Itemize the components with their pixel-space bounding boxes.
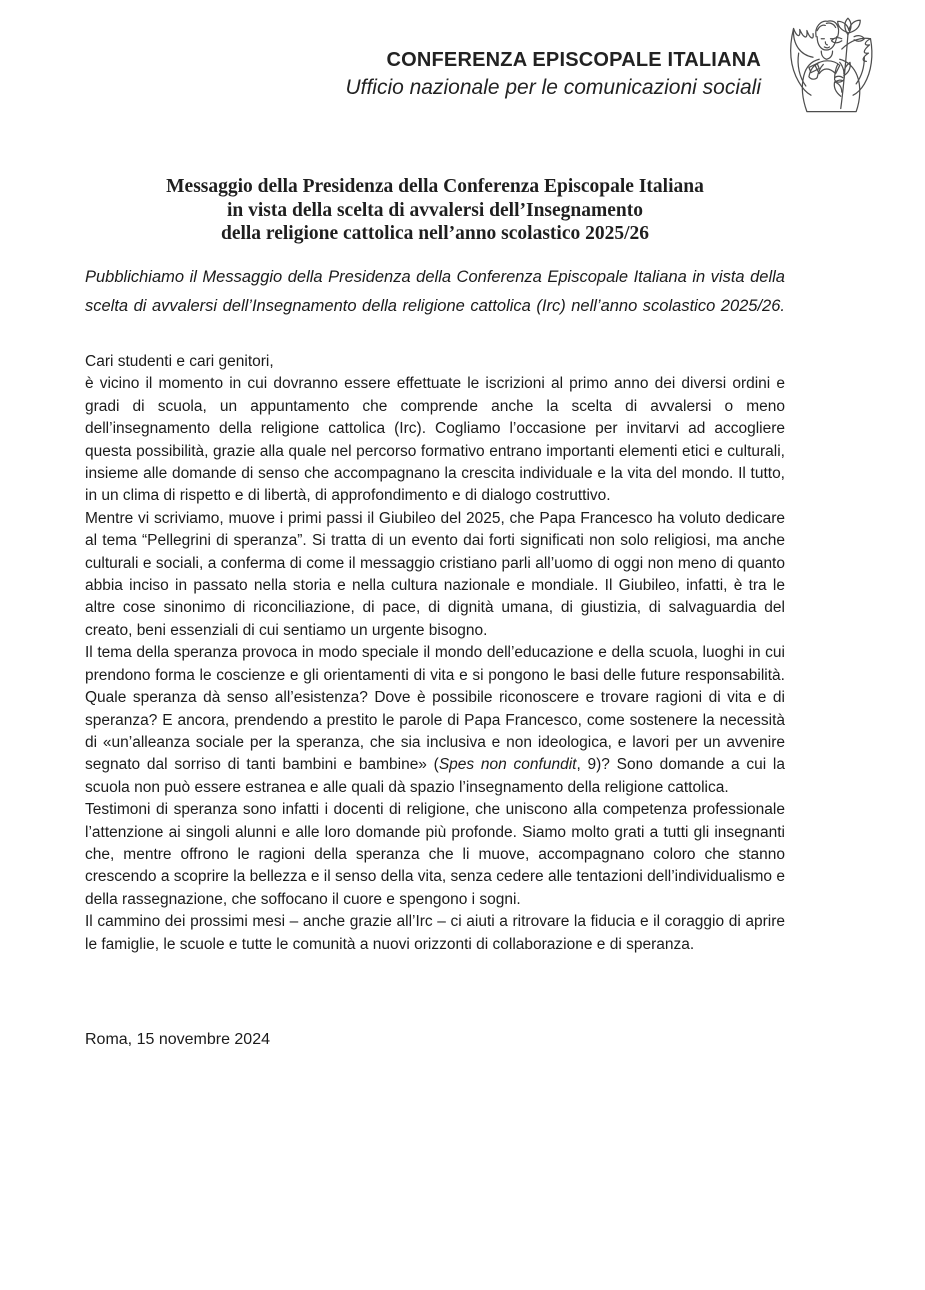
letter-paragraphs: [85, 373, 785, 956]
angel-with-lily-logo: [772, 14, 890, 122]
paragraph-text: Il cammino dei prossimi mesi – anche grazie all’Irc – ci aiuti a ritrovare la fiducia e il coraggio di aprire le famiglie, le scuole e tutte le comunità a nuovi orizzonti di collaborazione e di speranza.: [85, 913, 785, 953]
dateline: Roma, 15 novembre 2024: [85, 1031, 270, 1048]
intro-paragraph: Pubblichiamo il Messaggio della Presidenza della Conferenza Episcopale Italiana in vista della scelta di avvalersi dell’Insegnamento della religione cattolica (Irc) nell’anno scolastico 2025/26.: [85, 268, 785, 315]
paragraph-text: Mentre vi scriviamo, muove i primi passi il Giubileo del 2025, che Papa Francesco ha voluto dedicare al tema “Pellegrini di speranza”. Si tratta di un evento dai forti significati non solo religiosi, ma anche culturali e sociali, a conferma di come il messaggio cristiano parli all’uomo di oggi non meno di quanto abbia inciso in passato nella storia e nella cultura nazionale e mondiale. Il Giubileo, infatti, è tra le altre cose sinonimo di riconciliazione, di pace, di dignità umana, di giustizia, di salvaguardia del creato, beni essenziali di cui sentiamo un urgente bisogno.: [85, 509, 785, 639]
organization-name: CONFERENZA EPISCOPALE ITALIANA: [386, 49, 761, 71]
document-title: [85, 175, 785, 246]
salutation: Cari studenti e cari genitori,: [85, 353, 274, 370]
letter-paragraph: [85, 799, 785, 911]
letter-body: [85, 351, 785, 956]
letter-paragraph: [85, 373, 785, 507]
title-line-3: della religione cattolica nell’anno scolastico 2025/26: [220, 223, 650, 244]
paragraph-text: Testimoni di speranza sono infatti i docenti di religione, che uniscono alla competenza professionale l’attenzione ai singoli alunni e alle loro domande più profonde. Siamo molto grati a tutti gli insegnanti che, mentre offrono le ragioni della speranza che li muove, accompagnano coloro che stanno crescendo a scoprire la bellezza e il senso della vita, senza cedere alle tentazioni dell’individualismo e della rassegnazione, che soffocano il cuore e spengono i sogni.: [85, 801, 785, 908]
title-line-2: in vista della scelta di avvalersi dell’Insegnamento: [227, 199, 643, 221]
letterhead: [85, 48, 761, 101]
office-name: Ufficio nazionale per le comunicazioni sociali: [345, 76, 761, 99]
letter-paragraph: [85, 642, 785, 799]
italic-citation: Spes non confundit: [438, 756, 577, 774]
title-line-1: Messaggio della Presidenza della Conferenza Episcopale Italiana: [166, 176, 704, 197]
angel-with-lily-icon: [772, 14, 890, 122]
paragraph-text: Il tema della speranza provoca in modo speciale il mondo dell’educazione e della scuola, luoghi in cui prendono forma le coscienze e gli orientamenti di vita e si pongono le basi delle future responsabilità. Quale speranza dà senso all’esistenza? Dove è possibile riconoscere e trovare ragioni di vita e di speranza? E ancora, prendendo a prestito le parole di Papa Francesco, come sostenere la necessità di «un’alleanza sociale per la speranza, che sia inclusiva e non ideologica, e lavori per un avvenire segnato dal sorriso di tanti bambini e bambine» (: [85, 644, 785, 774]
paragraph-text: , 9)? Sono domande a cui la scuola non può essere estranea e alle quali dà spazio l’insegnamento della religione cattolica.: [85, 756, 785, 796]
letter-paragraph: [85, 911, 785, 956]
letter-paragraph: [85, 508, 785, 642]
paragraph-text: è vicino il momento in cui dovranno essere effettuate le iscrizioni al primo anno dei diversi ordini e gradi di scuola, un appuntamento che comprende anche la scelta di avvalersi o meno dell’insegnamento della religione cattolica (Irc). Cogliamo l’occasione per invitarvi ad accogliere questa possibilità, grazie alla quale nel percorso formativo entrano importanti elementi etici e culturali, insieme alle domande di senso che accompagnano la crescita individuale e la vita del mondo. Il tutto, in un clima di rispetto e di libertà, di approfondimento e di dialogo costruttivo.: [85, 375, 785, 505]
